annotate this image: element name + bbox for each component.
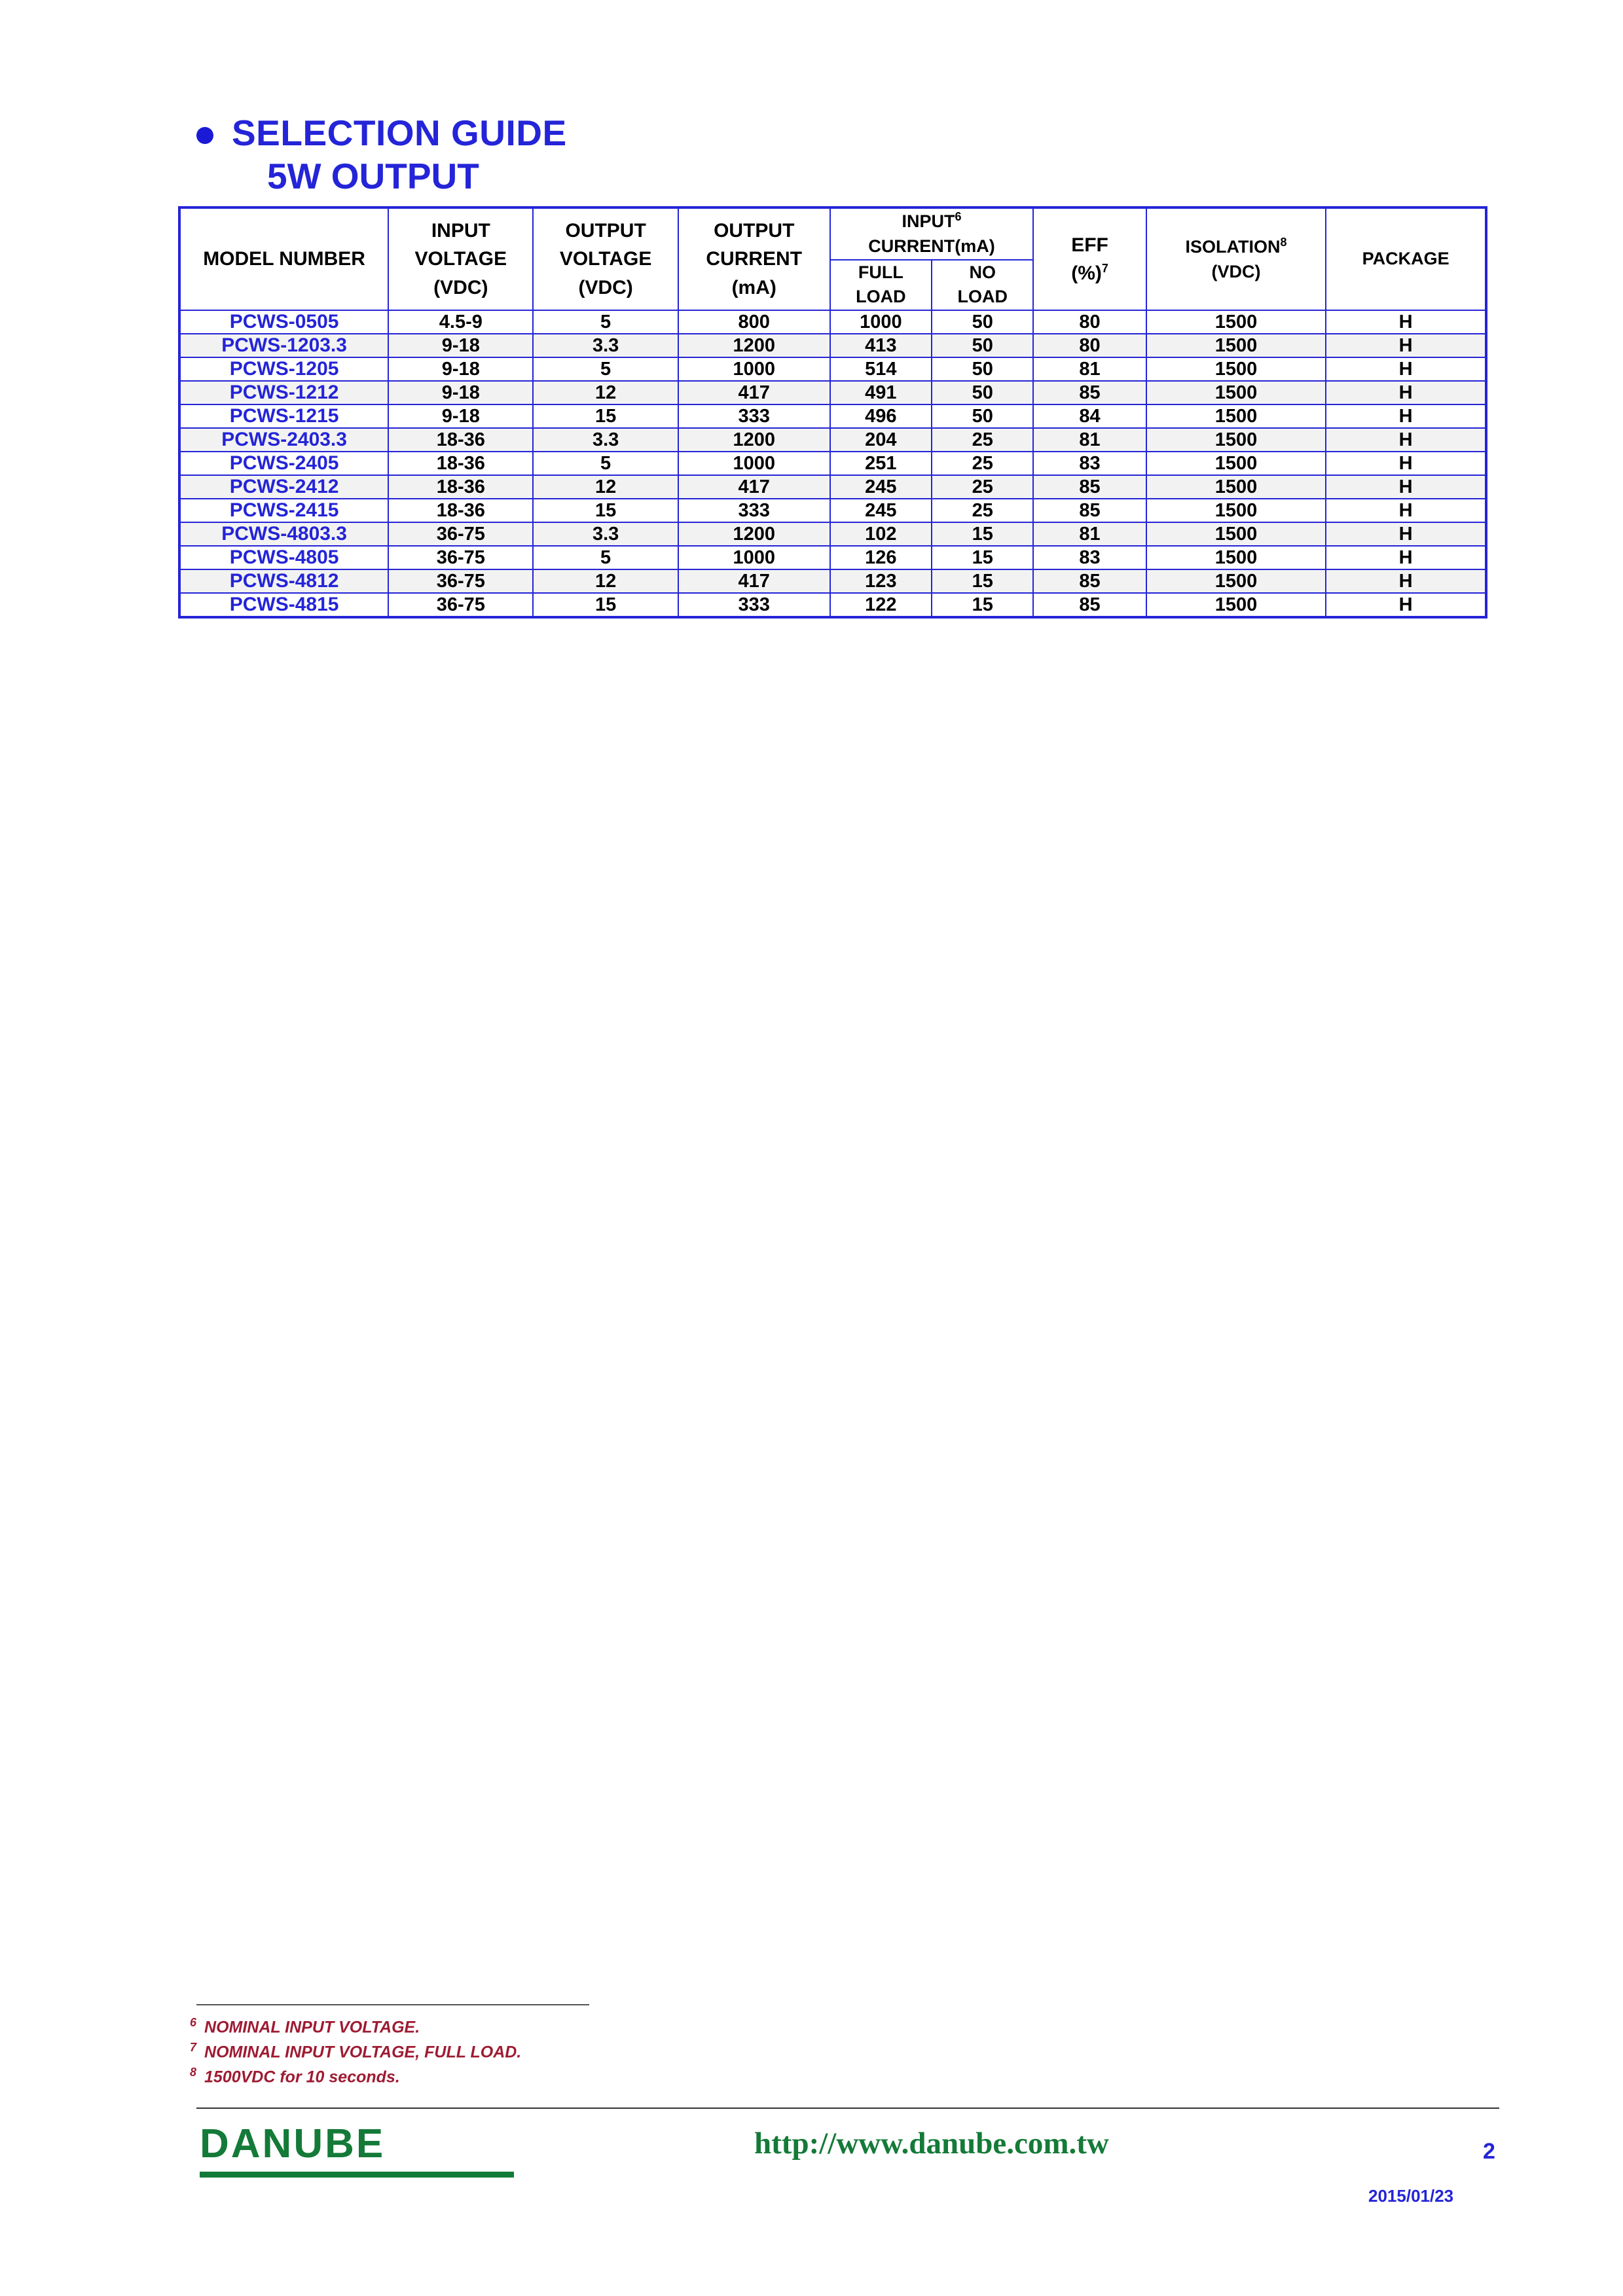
cell-output-voltage: 5 [533, 546, 678, 569]
footnote-marker-6: 6 [955, 210, 962, 223]
cell-package: H [1326, 569, 1486, 593]
cell-input-current-no-load: 50 [932, 310, 1033, 334]
footnote-number: 6 [190, 2016, 197, 2029]
footnote-text: NOMINAL INPUT VOLTAGE. [204, 2018, 420, 2037]
cell-output-current: 1200 [678, 334, 830, 357]
cell-output-current: 1200 [678, 522, 830, 546]
cell-output-current: 1200 [678, 428, 830, 452]
col-header-input-voltage-line2: VOLTAGE [414, 248, 507, 270]
col-header-package: PACKAGE [1326, 207, 1486, 310]
cell-output-current: 1000 [678, 452, 830, 475]
footnote-separator [196, 2004, 589, 2005]
table-row [179, 334, 1486, 357]
cell-output-voltage: 5 [533, 357, 678, 381]
cell-model: PCWS-4803.3 [179, 522, 388, 546]
cell-input-current-no-load: 50 [932, 404, 1033, 428]
cell-input-current-full-load: 514 [830, 357, 932, 381]
cell-output-voltage: 3.3 [533, 428, 678, 452]
cell-input-current-no-load: 50 [932, 357, 1033, 381]
cell-model: PCWS-4805 [179, 546, 388, 569]
cell-model: PCWS-0505 [179, 310, 388, 334]
cell-eff: 85 [1033, 593, 1146, 617]
col-header-output-current [678, 207, 830, 310]
col-header-full-load-line1: FULL [858, 262, 903, 282]
col-header-input-current-word: INPUT [902, 211, 955, 231]
cell-output-current: 333 [678, 499, 830, 522]
cell-input-current-full-load: 1000 [830, 310, 932, 334]
cell-input-voltage: 18-36 [388, 475, 533, 499]
cell-output-current: 1000 [678, 546, 830, 569]
cell-eff: 83 [1033, 546, 1146, 569]
table-row [179, 452, 1486, 475]
cell-input-current-full-load: 102 [830, 522, 932, 546]
col-header-input-voltage-line3: (VDC) [433, 276, 488, 298]
cell-output-voltage: 12 [533, 475, 678, 499]
table-row [179, 381, 1486, 404]
selection-guide-table [178, 206, 1487, 619]
table-row [179, 569, 1486, 593]
cell-eff: 80 [1033, 334, 1146, 357]
cell-eff: 85 [1033, 569, 1146, 593]
cell-output-current: 333 [678, 593, 830, 617]
cell-eff: 81 [1033, 357, 1146, 381]
cell-package: H [1326, 404, 1486, 428]
table-header [179, 207, 1486, 310]
cell-input-current-full-load: 123 [830, 569, 932, 593]
cell-model: PCWS-2405 [179, 452, 388, 475]
table-row [179, 475, 1486, 499]
col-header-output-voltage-line1: OUTPUT [565, 219, 646, 242]
cell-package: H [1326, 522, 1486, 546]
cell-input-voltage: 9-18 [388, 334, 533, 357]
footnote-item [190, 2039, 1172, 2064]
document-date: 2015/01/23 [1368, 2186, 1454, 2206]
cell-input-current-no-load: 25 [932, 428, 1033, 452]
table-row [179, 593, 1486, 617]
cell-eff: 85 [1033, 475, 1146, 499]
col-header-input-current-line2: CURRENT(mA) [868, 236, 995, 256]
page-number: 2 [1483, 2139, 1495, 2164]
footnote-text: 1500VDC for 10 seconds. [204, 2067, 400, 2086]
cell-input-current-no-load: 15 [932, 522, 1033, 546]
cell-isolation: 1500 [1146, 499, 1326, 522]
cell-model: PCWS-2403.3 [179, 428, 388, 452]
cell-isolation: 1500 [1146, 475, 1326, 499]
cell-model: PCWS-1203.3 [179, 334, 388, 357]
col-header-output-voltage [533, 207, 678, 310]
col-header-input-current-group [830, 207, 1034, 260]
cell-input-voltage: 18-36 [388, 452, 533, 475]
cell-output-voltage: 15 [533, 499, 678, 522]
footnote-item [190, 2015, 1172, 2039]
cell-isolation: 1500 [1146, 428, 1326, 452]
col-header-isolation-line1 [1147, 234, 1326, 260]
cell-output-voltage: 3.3 [533, 522, 678, 546]
cell-isolation: 1500 [1146, 310, 1326, 334]
cell-package: H [1326, 428, 1486, 452]
cell-package: H [1326, 499, 1486, 522]
cell-input-current-full-load: 245 [830, 475, 932, 499]
title-row [196, 115, 1309, 152]
col-header-output-voltage-line2: VOLTAGE [559, 248, 652, 270]
cell-input-voltage: 9-18 [388, 357, 533, 381]
cell-output-current: 333 [678, 404, 830, 428]
col-header-model-number: MODEL NUMBER [179, 207, 388, 310]
cell-output-voltage: 5 [533, 310, 678, 334]
col-header-input-current-line1 [831, 209, 1033, 234]
cell-output-voltage: 12 [533, 569, 678, 593]
cell-input-current-no-load: 15 [932, 593, 1033, 617]
col-header-eff-line2 [1034, 259, 1145, 288]
col-header-isolation [1146, 207, 1326, 310]
cell-isolation: 1500 [1146, 522, 1326, 546]
cell-input-current-full-load: 491 [830, 381, 932, 404]
cell-package: H [1326, 334, 1486, 357]
footnote-marker-7: 7 [1101, 262, 1108, 276]
cell-input-current-full-load: 496 [830, 404, 932, 428]
cell-output-voltage: 3.3 [533, 334, 678, 357]
cell-model: PCWS-4812 [179, 569, 388, 593]
col-header-output-voltage-line3: (VDC) [578, 276, 633, 298]
table-row [179, 404, 1486, 428]
cell-input-voltage: 18-36 [388, 499, 533, 522]
cell-input-current-no-load: 25 [932, 475, 1033, 499]
footnote-number: 8 [190, 2065, 197, 2079]
cell-model: PCWS-1205 [179, 357, 388, 381]
cell-input-voltage: 36-75 [388, 522, 533, 546]
cell-input-current-no-load: 15 [932, 569, 1033, 593]
table-header-row-1 [179, 207, 1486, 260]
cell-model: PCWS-2415 [179, 499, 388, 522]
col-header-eff-unit: (%) [1071, 262, 1102, 285]
cell-input-current-no-load: 15 [932, 546, 1033, 569]
cell-input-current-full-load: 251 [830, 452, 932, 475]
table-row [179, 428, 1486, 452]
cell-input-current-full-load: 126 [830, 546, 932, 569]
cell-model: PCWS-1215 [179, 404, 388, 428]
cell-input-voltage: 18-36 [388, 428, 533, 452]
cell-output-voltage: 15 [533, 404, 678, 428]
col-header-input-voltage [388, 207, 533, 310]
cell-output-current: 417 [678, 381, 830, 404]
cell-package: H [1326, 357, 1486, 381]
cell-package: H [1326, 546, 1486, 569]
cell-model: PCWS-2412 [179, 475, 388, 499]
cell-isolation: 1500 [1146, 593, 1326, 617]
footnote-number: 7 [190, 2040, 197, 2054]
cell-isolation: 1500 [1146, 569, 1326, 593]
cell-model: PCWS-1212 [179, 381, 388, 404]
col-header-eff [1033, 207, 1146, 310]
cell-eff: 85 [1033, 381, 1146, 404]
footnote-text: NOMINAL INPUT VOLTAGE, FULL LOAD. [204, 2043, 522, 2062]
col-header-no-load-line1: NO [969, 262, 996, 282]
col-header-isolation-word: ISOLATION [1185, 236, 1281, 257]
cell-output-current: 1000 [678, 357, 830, 381]
cell-input-current-no-load: 50 [932, 334, 1033, 357]
table-row [179, 499, 1486, 522]
table-row [179, 546, 1486, 569]
footnote-marker-8: 8 [1280, 235, 1287, 249]
cell-package: H [1326, 593, 1486, 617]
selection-guide-table-wrap [178, 206, 1487, 619]
page-title-block [196, 115, 1309, 196]
table-row [179, 310, 1486, 334]
col-header-output-current-line1: OUTPUT [714, 219, 795, 242]
table-body [179, 310, 1486, 617]
cell-eff: 81 [1033, 428, 1146, 452]
table-row [179, 522, 1486, 546]
page-title: SELECTION GUIDE [232, 113, 567, 153]
col-header-no-load [932, 260, 1033, 311]
cell-input-current-full-load: 204 [830, 428, 932, 452]
footnote-item [190, 2064, 1172, 2089]
cell-eff: 84 [1033, 404, 1146, 428]
cell-package: H [1326, 452, 1486, 475]
col-header-full-load-line2: LOAD [856, 287, 906, 307]
col-header-no-load-line2: LOAD [957, 287, 1008, 307]
cell-input-voltage: 36-75 [388, 546, 533, 569]
cell-model: PCWS-4815 [179, 593, 388, 617]
cell-eff: 81 [1033, 522, 1146, 546]
cell-isolation: 1500 [1146, 381, 1326, 404]
cell-isolation: 1500 [1146, 404, 1326, 428]
cell-package: H [1326, 475, 1486, 499]
footnote-list [190, 2015, 1172, 2089]
filled-circle-bullet-icon [196, 127, 213, 144]
col-header-full-load [830, 260, 932, 311]
col-header-output-current-line3: (mA) [731, 276, 776, 298]
cell-isolation: 1500 [1146, 452, 1326, 475]
cell-isolation: 1500 [1146, 546, 1326, 569]
footer-separator [196, 2108, 1499, 2109]
cell-input-voltage: 9-18 [388, 404, 533, 428]
col-header-output-current-line2: CURRENT [706, 248, 803, 270]
col-header-input-voltage-line1: INPUT [431, 219, 490, 242]
cell-output-voltage: 12 [533, 381, 678, 404]
company-logo-underline [200, 2172, 514, 2178]
cell-input-voltage: 36-75 [388, 569, 533, 593]
page-subtitle: 5W OUTPUT [267, 155, 479, 196]
cell-output-voltage: 15 [533, 593, 678, 617]
cell-input-voltage: 36-75 [388, 593, 533, 617]
cell-isolation: 1500 [1146, 334, 1326, 357]
cell-output-current: 800 [678, 310, 830, 334]
company-logo: DANUBE [200, 2121, 386, 2166]
cell-input-current-full-load: 122 [830, 593, 932, 617]
cell-input-current-no-load: 25 [932, 499, 1033, 522]
cell-input-voltage: 9-18 [388, 381, 533, 404]
cell-input-current-no-load: 25 [932, 452, 1033, 475]
cell-eff: 85 [1033, 499, 1146, 522]
cell-input-current-full-load: 413 [830, 334, 932, 357]
cell-input-current-no-load: 50 [932, 381, 1033, 404]
col-header-eff-line1: EFF [1071, 234, 1108, 256]
cell-input-voltage: 4.5-9 [388, 310, 533, 334]
company-website-link[interactable]: http://www.danube.com.tw [754, 2126, 1109, 2161]
col-header-isolation-line2: (VDC) [1211, 261, 1261, 281]
cell-eff: 83 [1033, 452, 1146, 475]
cell-eff: 80 [1033, 310, 1146, 334]
cell-isolation: 1500 [1146, 357, 1326, 381]
cell-package: H [1326, 310, 1486, 334]
cell-output-current: 417 [678, 475, 830, 499]
cell-input-current-full-load: 245 [830, 499, 932, 522]
table-row [179, 357, 1486, 381]
cell-package: H [1326, 381, 1486, 404]
cell-output-current: 417 [678, 569, 830, 593]
cell-output-voltage: 5 [533, 452, 678, 475]
